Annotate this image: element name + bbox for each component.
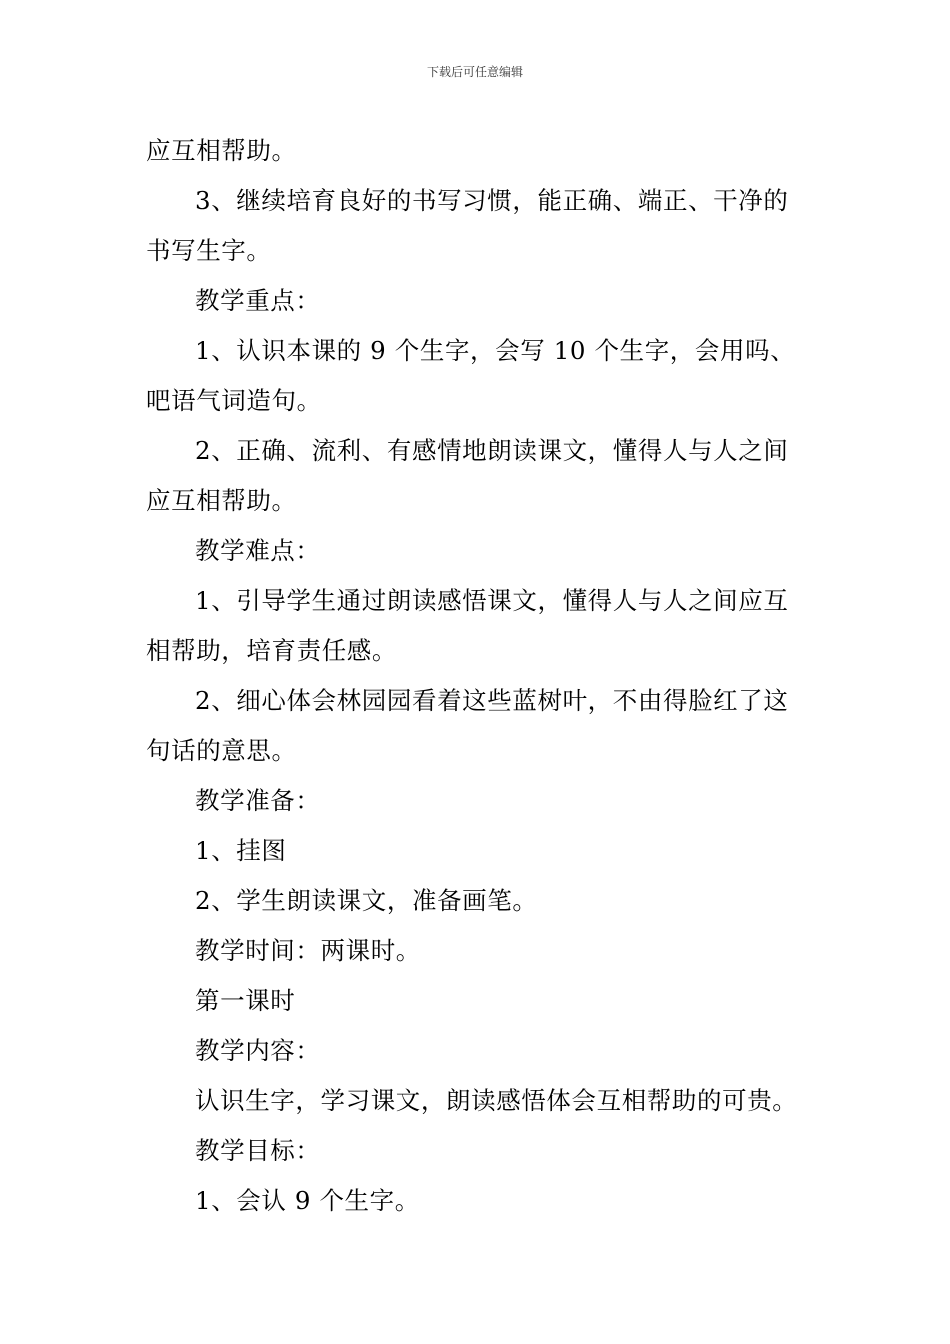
document-body <box>146 126 810 1226</box>
heading-teaching-difficulty: 教学难点： <box>195 536 321 565</box>
paragraph-objective-1: 1、会认 9 个生字。 <box>195 1186 420 1215</box>
heading-first-lesson: 第一课时 <box>195 986 296 1015</box>
paragraph-difficulty-1: 1、引导学生通过朗读感悟课文，懂得人与人之间应互相帮助，培育责任感。 <box>146 586 789 665</box>
heading-teaching-focus: 教学重点： <box>195 286 321 315</box>
heading-teaching-content: 教学内容： <box>195 1036 321 1065</box>
paragraph-preparation-2: 2、学生朗读课文，准备画笔。 <box>195 886 538 915</box>
paragraph-continuation: 应互相帮助。 <box>146 136 297 165</box>
paragraph-focus-2: 2、正确、流利、有感情地朗读课文，懂得人与人之间应互相帮助。 <box>146 436 789 515</box>
heading-teaching-preparation: 教学准备： <box>195 786 321 815</box>
paragraph-teaching-time: 教学时间：两课时。 <box>195 936 421 965</box>
paragraph-difficulty-2: 2、细心体会林园园看着这些蓝树叶，不由得脸红了这句话的意思。 <box>146 686 789 765</box>
paragraph-goal-3: 3、继续培育良好的书写习惯，能正确、端正、干净的书写生字。 <box>146 186 789 265</box>
heading-teaching-objectives: 教学目标： <box>195 1136 321 1165</box>
paragraph-focus-1: 1、认识本课的 9 个生字，会写 10 个生字，会用吗、吧语气词造句。 <box>146 336 796 415</box>
paragraph-preparation-1: 1、挂图 <box>195 836 287 865</box>
page-header-note: 下载后可任意编辑 <box>426 65 523 79</box>
paragraph-teaching-content: 认识生字，学习课文，朗读感悟体会互相帮助的可贵。 <box>195 1086 798 1115</box>
